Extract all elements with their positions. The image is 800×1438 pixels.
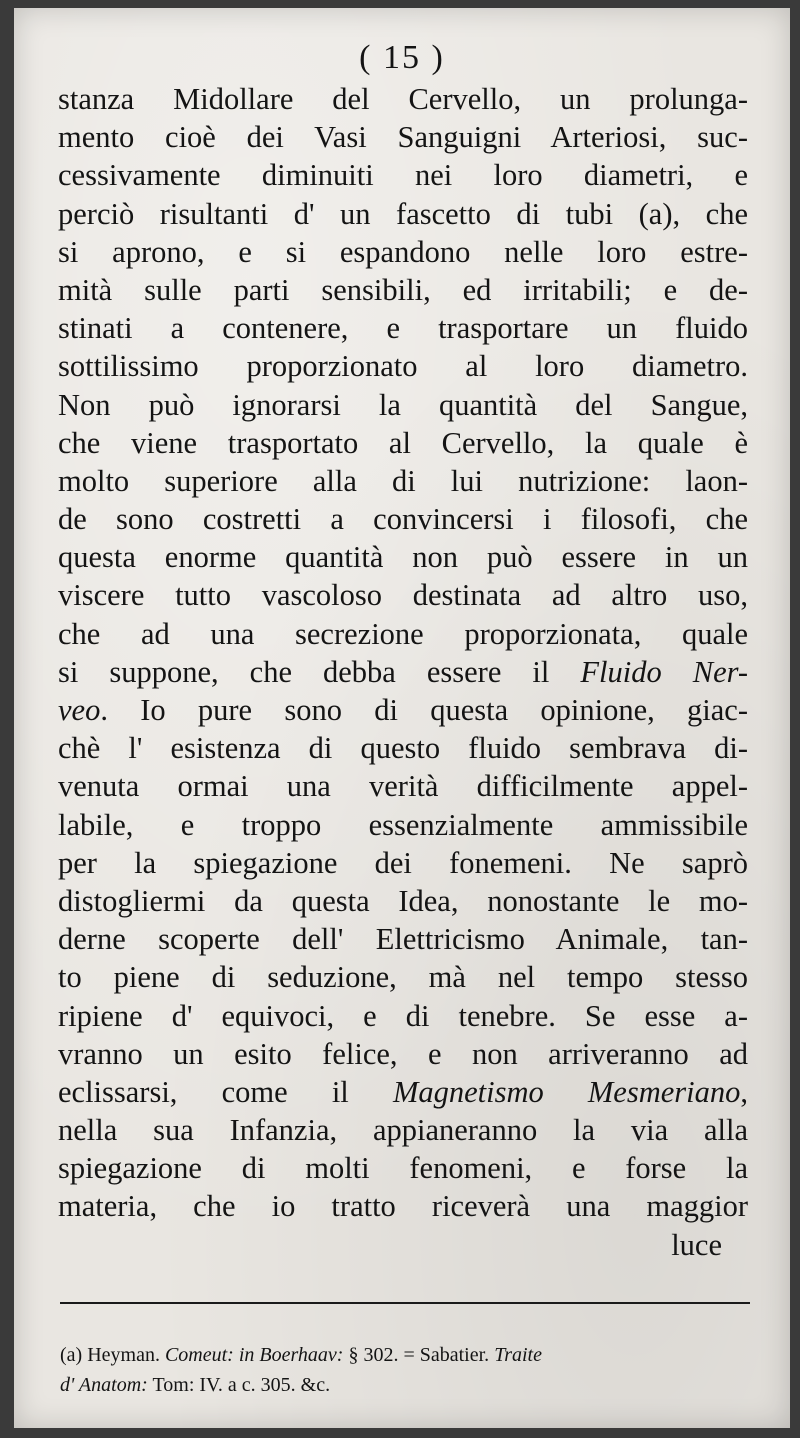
italic-term: veo bbox=[58, 693, 101, 727]
text-line: si aprono, e si espandono nelle loro estre- bbox=[58, 234, 748, 269]
footnote-line bbox=[60, 1340, 750, 1370]
text-line: spiegazione di molti fenomeni, e forse la bbox=[58, 1151, 748, 1186]
footnote-ref: § 302. bbox=[348, 1344, 399, 1366]
text-line: viscere tutto vascoloso destinata ad altro uso, bbox=[58, 578, 748, 613]
text-line: ripiene d' equivoci, e di tenebre. Se esse a- bbox=[58, 998, 748, 1033]
footnote-work: Comeut: in Boerhaav: bbox=[164, 1344, 344, 1366]
footnote-work: d' Anatom: bbox=[60, 1374, 148, 1396]
text-line: chè l' esistenza di questo fluido sembrava di- bbox=[58, 731, 748, 766]
text-line: stinati a contenere, e trasportare un fluido bbox=[58, 311, 748, 346]
text-line: derne scoperte dell' Elettricismo Animale, tan- bbox=[58, 922, 748, 957]
text-line: stanza Midollare del Cervello, un prolunga- bbox=[58, 82, 748, 116]
text-line: labile, e troppo essenzialmente ammissibile bbox=[58, 807, 748, 842]
text-line: mità sulle parti sensibili, ed irritabili; e de- bbox=[58, 272, 748, 307]
text-line: per la spiegazione dei fonemeni. Ne saprò bbox=[58, 845, 748, 880]
text-line: nella sua Infanzia, appianeranno la via alla bbox=[58, 1113, 748, 1148]
footnote-line bbox=[60, 1370, 750, 1400]
page-number: ( 15 ) bbox=[359, 39, 445, 76]
text-line: sottilissimo proporzionato al loro diametro. bbox=[58, 349, 748, 384]
body-text bbox=[58, 80, 748, 1264]
footnote-separator: = bbox=[403, 1344, 415, 1366]
footnote-ref: Tom: IV. a c. 305. &c. bbox=[152, 1374, 331, 1396]
text-line: to piene di seduzione, mà nel tempo stesso bbox=[58, 960, 748, 995]
text-line: che ad una secrezione proporzionata, quale bbox=[58, 616, 748, 651]
text-line: vranno un esito felice, e non arriveranno ad bbox=[58, 1036, 748, 1071]
text-line bbox=[58, 653, 748, 691]
footnote bbox=[60, 1340, 750, 1400]
book-page bbox=[14, 8, 790, 1428]
text-line: molto superiore alla di lui nutrizione: laon- bbox=[58, 463, 748, 498]
text-line: cessivamente diminuiti nei loro diametri, e bbox=[58, 158, 748, 193]
text-line: distogliermi da questa Idea, nonostante le mo- bbox=[58, 883, 748, 918]
text-line: questa enorme quantità non può essere in un bbox=[58, 540, 748, 575]
footnote-rule bbox=[60, 1302, 750, 1304]
italic-term: Magnetismo Mesmeriano bbox=[392, 1074, 741, 1109]
text-segment: eclissarsi, come il bbox=[58, 1074, 349, 1109]
footnote-work: Traite bbox=[494, 1344, 542, 1366]
text-line bbox=[58, 1073, 748, 1111]
text-line: venuta ormai una verità difficilmente appel- bbox=[58, 769, 748, 804]
text-line: materia, che io tratto riceverà una maggior bbox=[58, 1189, 748, 1224]
text-line: de sono costretti a convincersi i filosofi, che bbox=[58, 502, 748, 537]
footnote-author: Sabatier. bbox=[419, 1344, 490, 1366]
catchword: luce bbox=[671, 1227, 722, 1262]
text-line: che viene trasportato al Cervello, la quale è bbox=[58, 425, 748, 460]
footnote-author: Heyman. bbox=[87, 1344, 160, 1366]
text-line: Non può ignorarsi la quantità del Sangue, bbox=[58, 387, 748, 422]
text-line bbox=[58, 691, 748, 729]
text-line: perciò risultanti d' un fascetto di tubi (a), che bbox=[58, 196, 748, 231]
footnote-marker: (a) bbox=[60, 1344, 83, 1366]
text-segment: si suppone, che debba essere il bbox=[58, 654, 550, 689]
italic-term: Fluido Ner- bbox=[580, 654, 749, 689]
text-segment: . Io pure sono di questa opinione, giac- bbox=[100, 693, 748, 727]
text-line: mento cioè dei Vasi Sanguigni Arteriosi, suc- bbox=[58, 120, 748, 155]
text-segment: , bbox=[740, 1074, 748, 1109]
